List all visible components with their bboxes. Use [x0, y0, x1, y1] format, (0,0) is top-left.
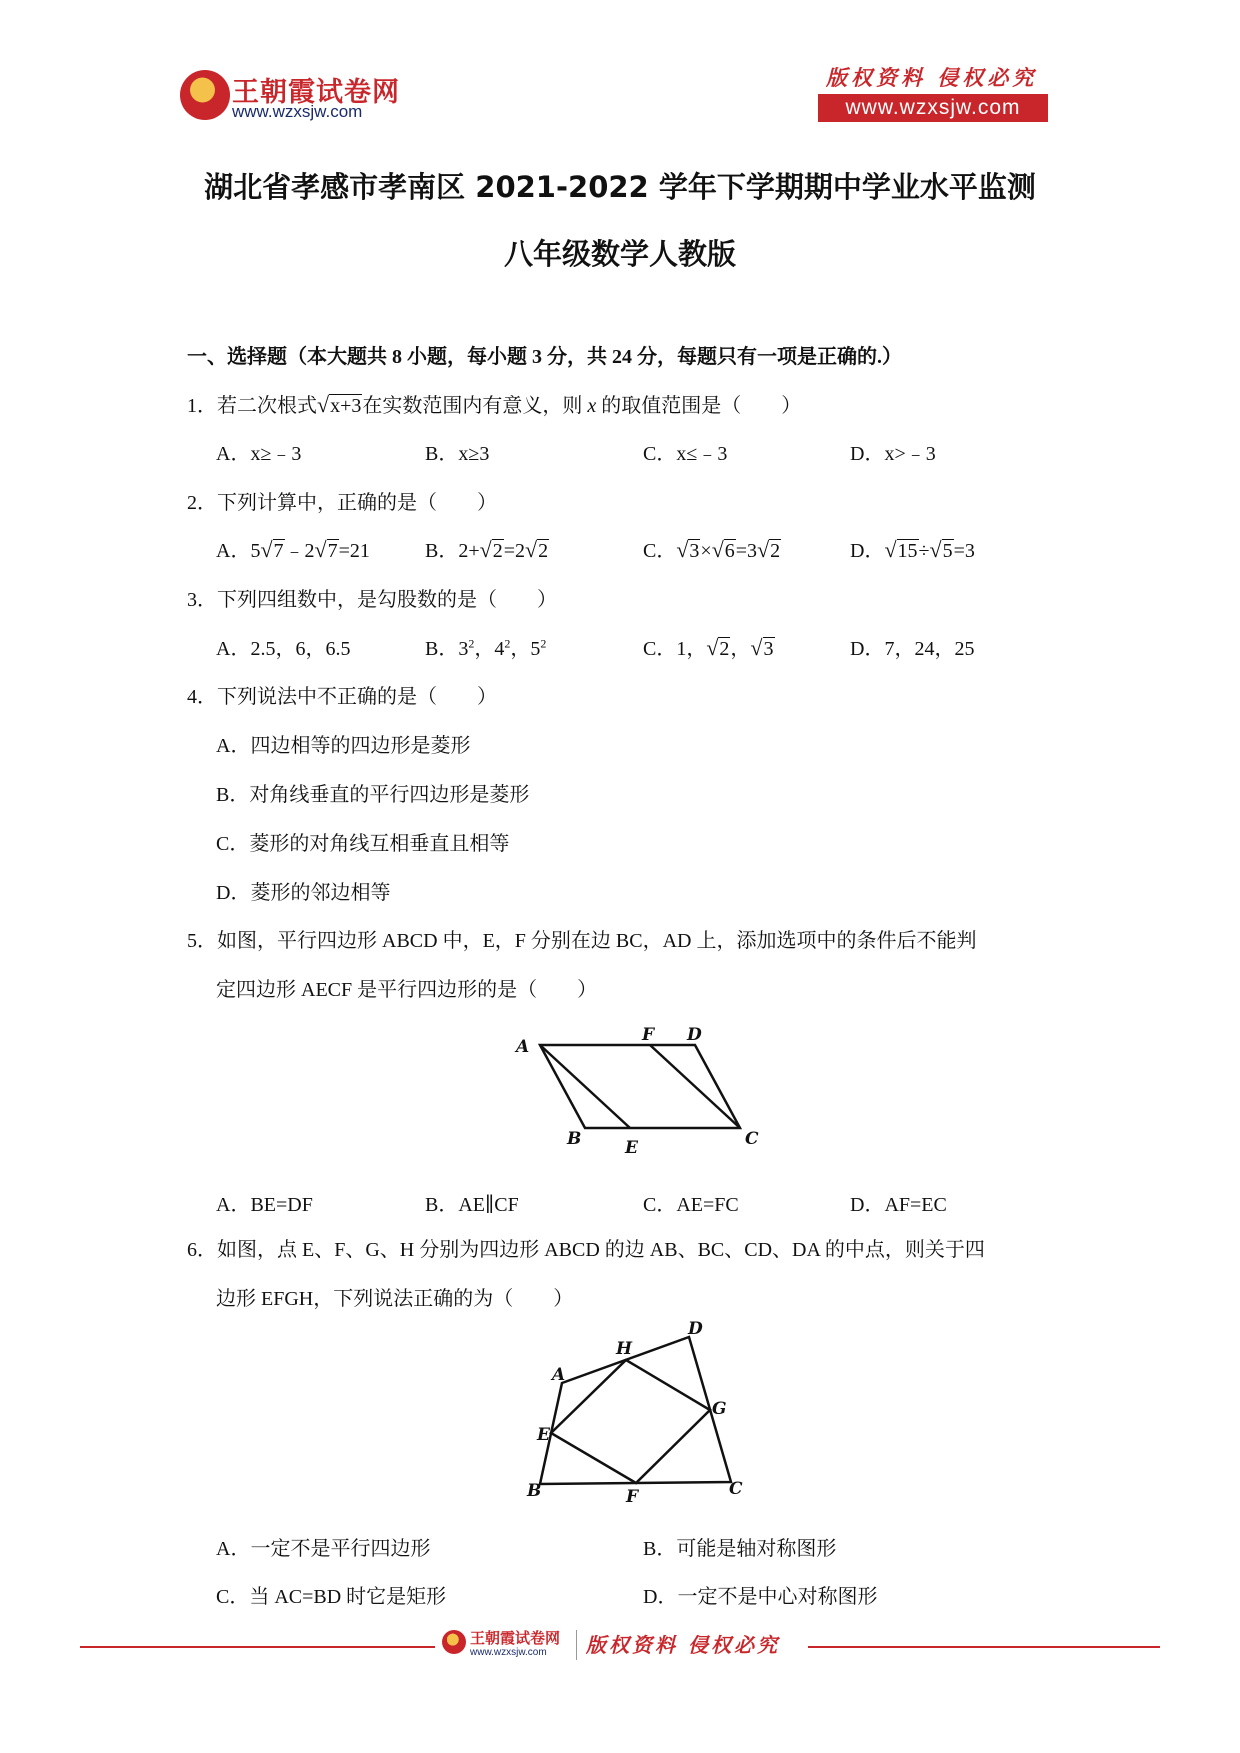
q6-option-a: A．一定不是平行四边形 [216, 1538, 431, 1560]
q3-option-b: B．$3^2$，$4^2$，$5^2$ [425, 636, 547, 660]
footer-copyright: 版权资料 侵权必究 [586, 1633, 780, 1657]
question-1: 1．若二次根式√x+3在实数范围内有意义，则 x 的取值范围是（ ） [187, 392, 802, 417]
question-5-cont: 定四边形 AECF 是平行四边形的是（ ） [216, 979, 598, 1001]
q2-option-a: A．5√7﹣2√7=21 [216, 537, 370, 562]
brand-url: www.wzxsjw.com [232, 102, 363, 121]
q1-option-d: D．x>﹣3 [850, 443, 936, 465]
footer-divider [576, 1630, 577, 1660]
question-4: 4．下列说法中不正确的是（ ） [187, 686, 497, 708]
q2-option-c: C．√3×√6=3√2 [643, 537, 781, 562]
fig2-label-g: G [712, 1399, 727, 1419]
question-6: 6．如图，点 E、F、G、H 分别为四边形 ABCD 的边 AB、BC、CD、DA 的中点，则关于四 [187, 1239, 985, 1261]
q4-option-a: A．四边相等的四边形是菱形 [216, 735, 471, 757]
q3-option-a: A．2.5，6，6.5 [216, 638, 351, 660]
q5-option-c: C．AE=FC [643, 1194, 739, 1216]
q4-option-b: B．对角线垂直的平行四边形是菱形 [216, 784, 530, 806]
footer-rule-left [80, 1646, 435, 1648]
fig1-label-b: B [567, 1129, 582, 1149]
q5-option-a: A．BE=DF [216, 1194, 313, 1216]
q5-option-b: B．AE∥CF [425, 1194, 519, 1216]
fig2-label-c: C [729, 1479, 743, 1499]
page-subtitle: 八年级数学人教版 [503, 237, 736, 271]
url-banner: www.wzxsjw.com [818, 94, 1048, 122]
footer-brand: 王朝霞试卷网 [470, 1630, 561, 1647]
footer-logo-icon [442, 1630, 466, 1654]
question-6-cont: 边形 EFGH，下列说法正确的为（ ） [216, 1288, 574, 1310]
q2-option-b: B．2+√2=2√2 [425, 537, 549, 562]
fig1-label-f: F [642, 1025, 655, 1045]
footer-url: www.wzxsjw.com [470, 1647, 547, 1658]
question-5: 5．如图，平行四边形 ABCD 中，E，F 分别在边 BC，AD 上，添加选项中的条件后不能判 [187, 930, 977, 952]
q1-option-b: B．x≥3 [425, 443, 490, 465]
fig2-label-a: A [552, 1365, 566, 1385]
q3-option-c: C．1，√2，√3 [643, 635, 774, 660]
q1-option-a: A．x≥﹣3 [216, 443, 302, 465]
q6-option-c: C．当 AC=BD 时它是矩形 [216, 1586, 447, 1608]
q6-option-d: D．一定不是中心对称图形 [643, 1586, 878, 1608]
fig2-label-b: B [527, 1481, 542, 1501]
q5-option-d: D．AF=EC [850, 1194, 947, 1216]
fig1-label-c: C [745, 1129, 759, 1149]
fig2-label-h: H [616, 1339, 633, 1359]
q6-option-b: B．可能是轴对称图形 [643, 1538, 837, 1560]
fig2-label-f: F [626, 1487, 639, 1507]
fig1-label-e: E [625, 1138, 638, 1158]
page-title: 湖北省孝感市孝南区 2021-2022 学年下学期期中学业水平监测 [204, 170, 1036, 204]
section-heading: 一、选择题（本大题共 8 小题，每小题 3 分，共 24 分，每题只有一项是正确的.） [187, 346, 902, 368]
sqrt-symbol: √ [317, 392, 330, 417]
q1-option-c: C．x≤﹣3 [643, 443, 728, 465]
fig2-label-d: D [688, 1320, 703, 1339]
brand-name: 王朝霞试卷网 [232, 77, 400, 107]
question-3: 3．下列四组数中，是勾股数的是（ ） [187, 589, 557, 611]
q4-option-c: C．菱形的对角线互相垂直且相等 [216, 833, 510, 855]
question-2: 2．下列计算中，正确的是（ ） [187, 492, 497, 514]
logo-badge-icon [180, 70, 230, 120]
fig2-label-e: E [537, 1425, 550, 1445]
footer-rule-right [808, 1646, 1160, 1648]
fig1-label-d: D [687, 1025, 702, 1045]
quadrilateral-figure [520, 1320, 760, 1510]
parallelogram-figure [510, 1020, 770, 1170]
fig1-label-a: A [516, 1037, 530, 1057]
q2-option-d: D．√15÷√5=3 [850, 537, 975, 562]
q3-option-d: D．7，24，25 [850, 638, 975, 660]
q4-option-d: D．菱形的邻边相等 [216, 882, 391, 904]
copyright-notice: 版权资料 侵权必究 [826, 65, 1038, 90]
